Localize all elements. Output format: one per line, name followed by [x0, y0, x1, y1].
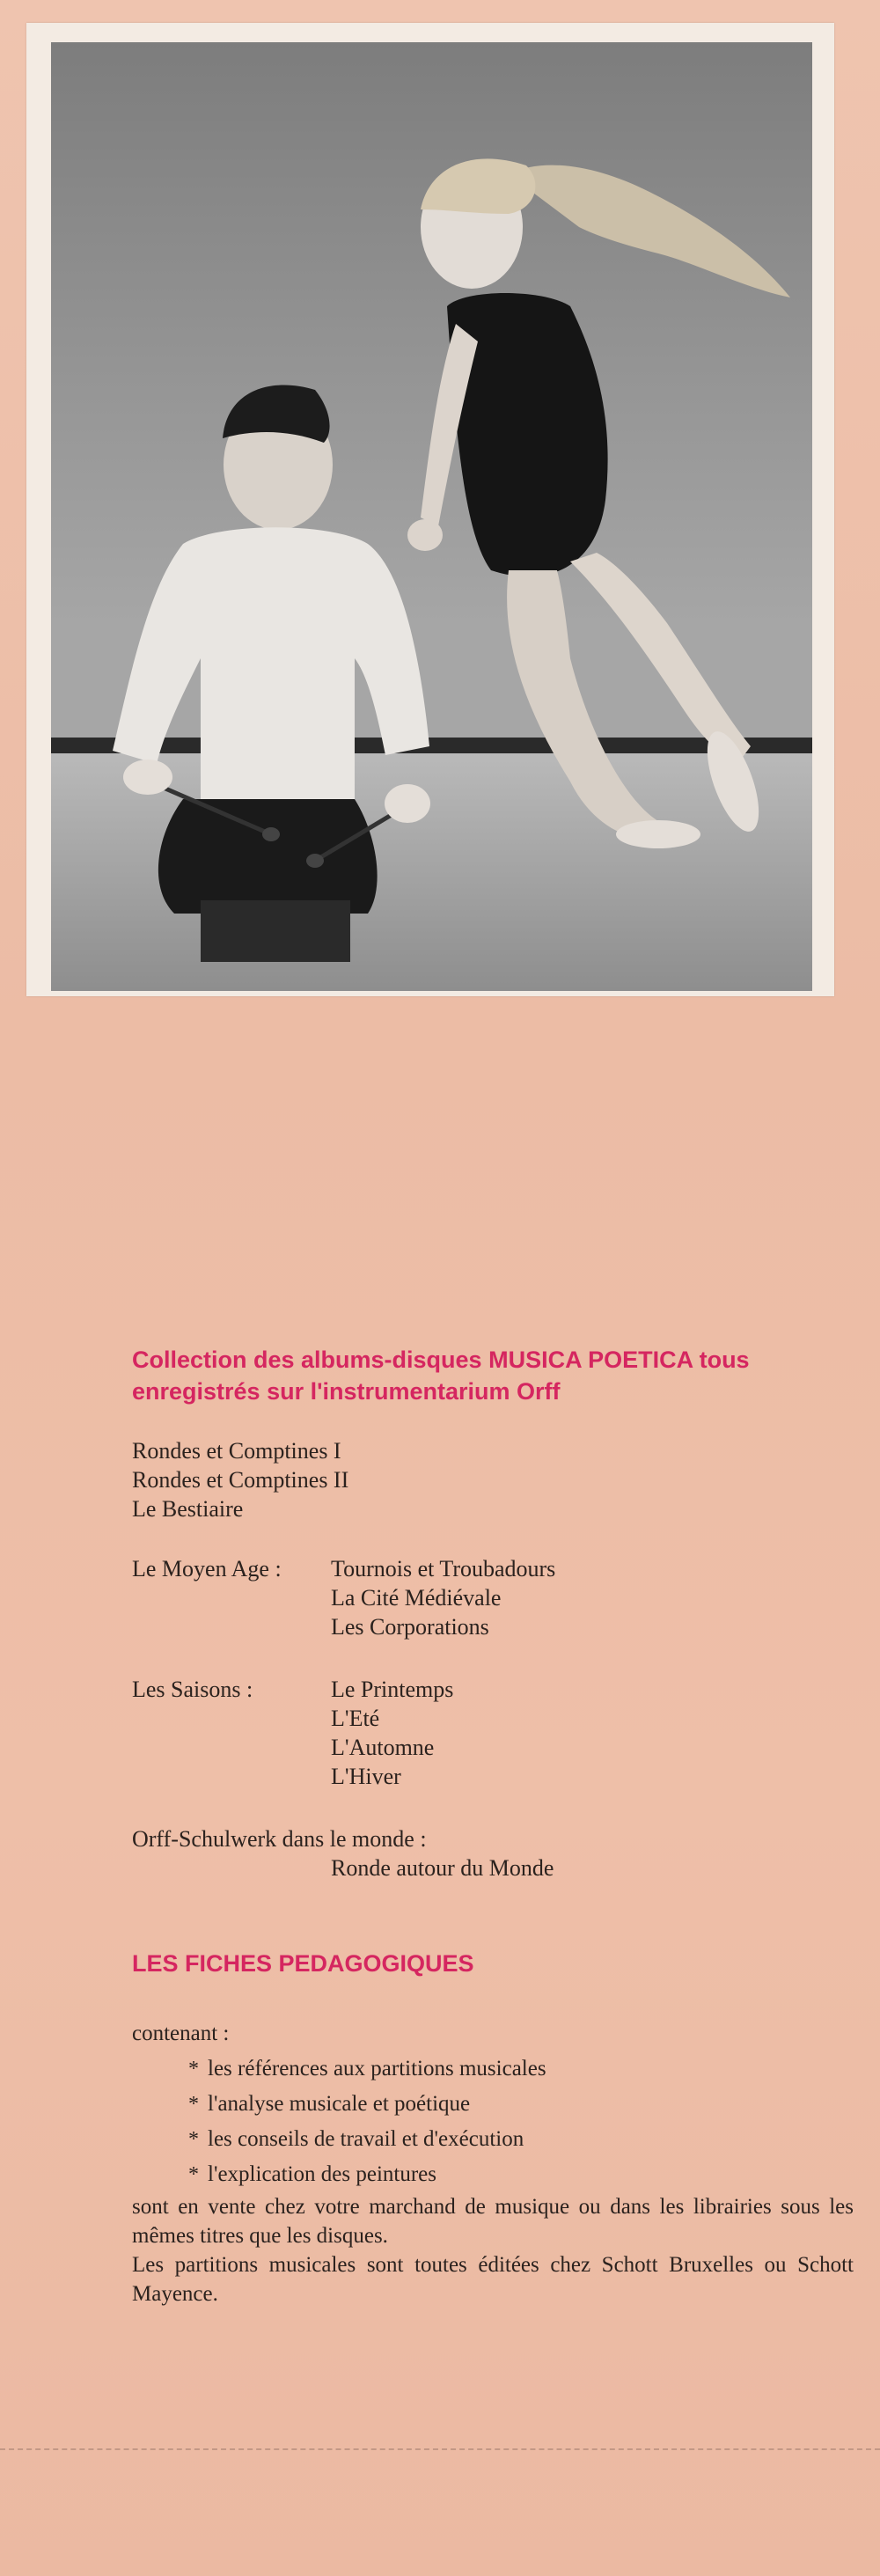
- list-item: [188, 2051, 854, 2087]
- moyen-age-label: Le Moyen Age :: [132, 1556, 282, 1582]
- album-title: Tournois et Troubadours: [331, 1556, 556, 1582]
- list-item: [188, 2087, 854, 2122]
- album-title: L'Hiver: [331, 1764, 401, 1789]
- collection-heading-line1: Collection des albums-disques MUSICA POETICA tous: [132, 1347, 750, 1373]
- list-item: [188, 2122, 854, 2157]
- baseboard: [51, 738, 812, 753]
- album-title: Le Bestiaire: [132, 1496, 244, 1522]
- fold-line: [0, 2448, 880, 2450]
- children-music-photo: [51, 42, 812, 991]
- bullet-text: l'analyse musicale et poétique: [208, 2092, 471, 2116]
- bullet-text: l'explication des peintures: [208, 2162, 436, 2186]
- album-title: Rondes et Comptines I: [132, 1438, 341, 1464]
- asterisk-icon: *: [188, 2128, 199, 2151]
- xylophone-box: [201, 900, 350, 962]
- album-title: Ronde autour du Monde: [331, 1855, 554, 1881]
- bullet-text: les conseils de travail et d'exécution: [208, 2127, 524, 2151]
- fiches-bullet-list: [132, 2051, 854, 2192]
- collection-heading-line2: enregistrés sur l'instrumentarium Orff: [132, 1378, 561, 1405]
- asterisk-icon: *: [188, 2163, 199, 2186]
- asterisk-icon: *: [188, 2093, 199, 2116]
- fiches-section: [132, 2019, 854, 2308]
- availability-paragraph: sont en vente chez votre marchand de musique ou dans les librairies sous les mêmes titres que les disques.: [132, 2195, 854, 2248]
- album-title: Les Corporations: [331, 1614, 489, 1640]
- photo-frame: [26, 23, 834, 996]
- scores-paragraph: Les partitions musicales sont toutes éditées chez Schott Bruxelles ou Schott Mayence.: [132, 2253, 854, 2306]
- album-title: Le Printemps: [331, 1677, 454, 1702]
- album-title: L'Automne: [331, 1735, 435, 1760]
- album-title: La Cité Médiévale: [331, 1585, 502, 1611]
- fiches-intro: contenant :: [132, 2022, 230, 2045]
- album-list: [132, 1436, 348, 1523]
- photo-illustration: [51, 42, 812, 991]
- album-title: Rondes et Comptines II: [132, 1467, 349, 1493]
- list-item: [188, 2157, 854, 2192]
- fiches-heading: [132, 1948, 854, 1979]
- collection-heading: [132, 1344, 854, 1407]
- album-title: L'Eté: [331, 1706, 380, 1731]
- asterisk-icon: *: [188, 2058, 199, 2081]
- saisons-label: Les Saisons :: [132, 1677, 253, 1702]
- fiches-heading-text: LES FICHES PEDAGOGIQUES: [132, 1950, 474, 1977]
- bullet-text: les références aux partitions musicales: [208, 2057, 546, 2081]
- orff-label: Orff-Schulwerk dans le monde :: [132, 1826, 427, 1852]
